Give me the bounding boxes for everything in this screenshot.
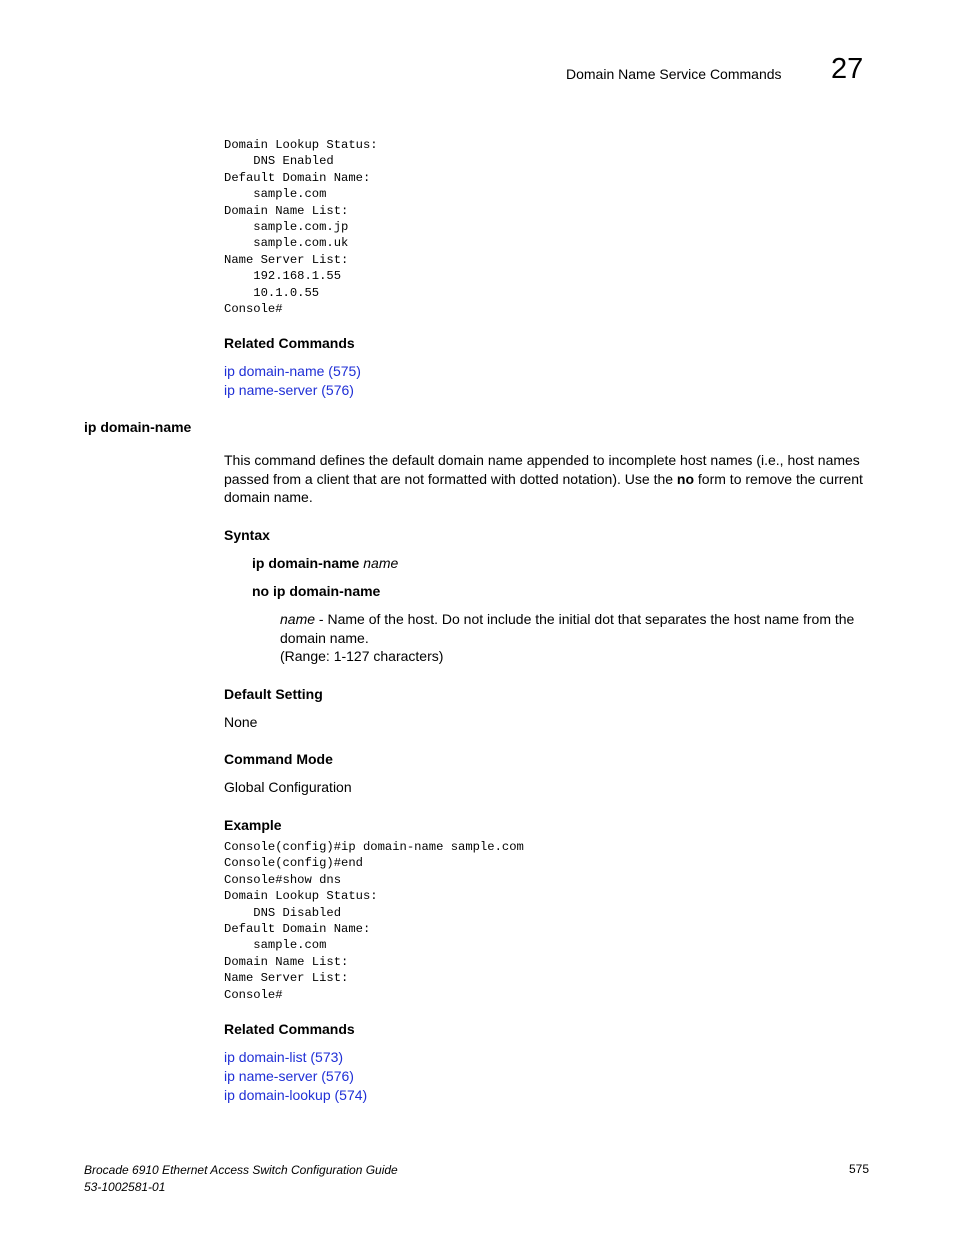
link-ip-domain-name[interactable]: ip domain-name (575) [224, 363, 361, 379]
related-commands-list-2 [224, 1048, 367, 1104]
footer-guide-title: Brocade 6910 Ethernet Access Switch Configuration Guide [84, 1163, 398, 1177]
footer-info [84, 1162, 398, 1195]
link-ip-name-server[interactable]: ip name-server (576) [224, 381, 354, 398]
syntax-no-line [252, 583, 380, 599]
default-setting-value: None [224, 714, 258, 730]
code-block-example: Console(config)#ip domain-name sample.com Console(config)#end Console#show dns Domain Lookup Status: DNS Disabled Default Domain Name: sample.com Domain Name List: Name Server List: Console# [224, 840, 524, 1002]
page-number: 575 [849, 1162, 870, 1176]
syntax-command: ip domain-name [252, 555, 360, 571]
link-ip-name-server-2[interactable]: ip name-server (576) [224, 1067, 354, 1084]
parameter-text: - Name of the host. Do not include the initial dot that separates the host name from the domain name. [280, 611, 855, 646]
description-text-1: This command defines the default domain name appended to incomplete host names (i.e., host names passed from a client that are not formatted with dotted notation). Use the [224, 452, 860, 487]
related-commands-heading-2: Related Commands [224, 1021, 355, 1037]
parameter-name: name [280, 611, 316, 627]
link-ip-domain-lookup[interactable]: ip domain-lookup (574) [224, 1086, 368, 1103]
code-block-dns-output: Domain Lookup Status: DNS Enabled Default Domain Name: sample.com Domain Name List: sample.com.jp sample.com.uk Name Server List: 192.168.1.55 10.1.0.55 Console# [224, 138, 378, 317]
command-description [224, 451, 864, 507]
running-header-title: Domain Name Service Commands [566, 66, 782, 82]
command-title: ip domain-name [84, 419, 192, 435]
related-commands-list [224, 362, 361, 400]
syntax-heading: Syntax [224, 527, 270, 543]
syntax-line [252, 555, 398, 571]
command-mode-heading: Command Mode [224, 751, 333, 767]
description-keyword-no: no [676, 470, 695, 487]
description-text-2: form to remove the current domain name. [224, 470, 863, 505]
default-setting-heading: Default Setting [224, 686, 323, 702]
example-heading: Example [224, 817, 282, 833]
parameter-description [280, 610, 870, 666]
parameter-range: (Range: 1-127 characters) [280, 648, 444, 664]
chapter-number: 27 [831, 53, 864, 85]
related-commands-heading: Related Commands [224, 335, 355, 351]
link-ip-domain-list[interactable]: ip domain-list (573) [224, 1049, 344, 1065]
syntax-argument: name [363, 555, 399, 571]
footer-doc-number: 53-1002581-01 [84, 1179, 166, 1194]
syntax-no-command: no ip domain-name [252, 583, 381, 599]
command-mode-value: Global Configuration [224, 779, 352, 795]
